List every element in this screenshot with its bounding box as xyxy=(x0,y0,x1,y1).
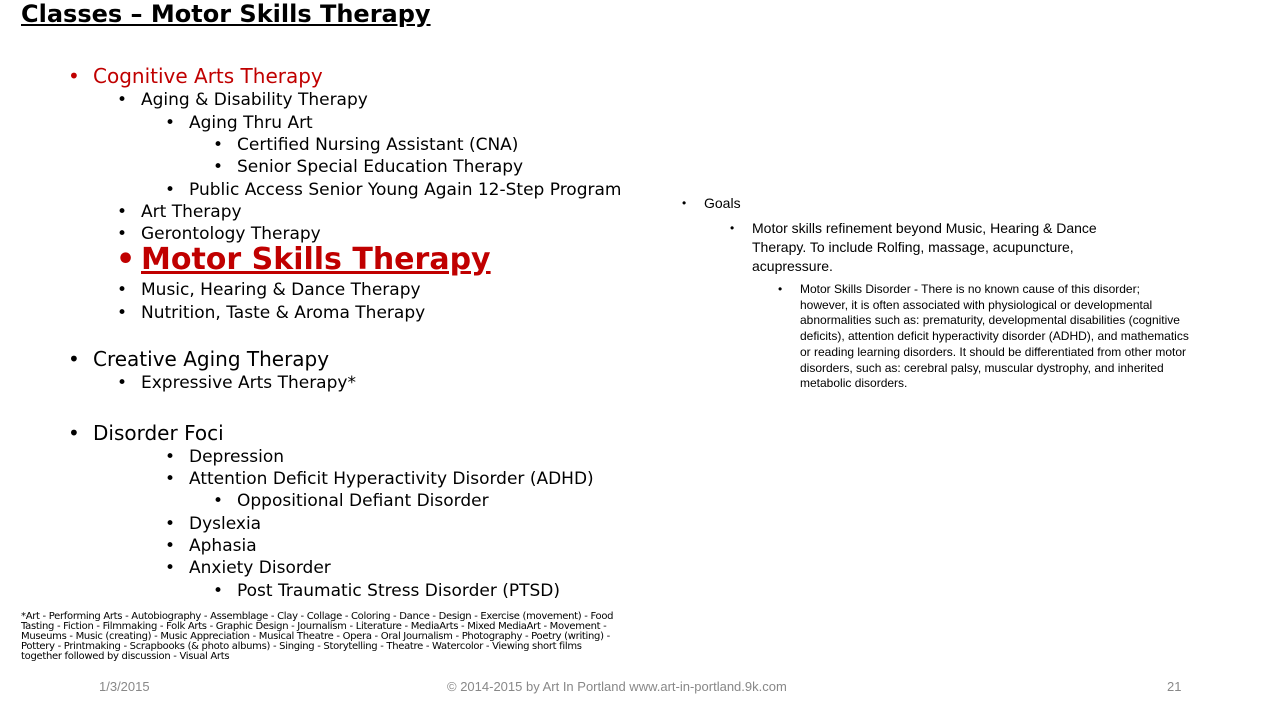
list-item-odd: • Oppositional Defiant Disorder xyxy=(237,491,489,511)
list-item-gerontology: • Gerontology Therapy xyxy=(141,224,321,244)
list-item-senior-special-ed: • Senior Special Education Therapy xyxy=(237,157,523,177)
list-item-art-therapy: • Art Therapy xyxy=(141,202,242,222)
goals-heading: • Goals xyxy=(704,194,741,212)
list-item-motor-skills-current: • Motor Skills Therapy xyxy=(141,243,491,277)
list-item-dyslexia: • Dyslexia xyxy=(189,514,261,534)
list-item-creative-aging: • Creative Aging Therapy xyxy=(93,347,329,371)
list-item-anxiety: • Anxiety Disorder xyxy=(189,558,331,578)
list-item-expressive-arts: • Expressive Arts Therapy* xyxy=(141,373,356,393)
footer-date: 1/3/2015 xyxy=(99,679,150,694)
list-item-cna: • Certified Nursing Assistant (CNA) xyxy=(237,135,518,155)
slide-title: Classes – Motor Skills Therapy xyxy=(21,0,431,28)
list-item-depression: • Depression xyxy=(189,447,284,467)
footer-copyright: © 2014-2015 by Art In Portland www.art-in-portland.9k.com xyxy=(447,679,787,694)
list-item-ptsd: • Post Traumatic Stress Disorder (PTSD) xyxy=(237,581,560,601)
footer-page-number: 21 xyxy=(1167,679,1182,694)
list-item-cognitive-arts: • Cognitive Arts Therapy xyxy=(93,64,323,88)
list-item-aphasia: • Aphasia xyxy=(189,536,257,556)
goal-description: • Motor skills refinement beyond Music, Hearing & Dance Therapy. To include Rolfing, massage, acupuncture, acupressure. xyxy=(752,219,1152,276)
list-item-aging-disability: • Aging & Disability Therapy xyxy=(141,90,368,110)
list-item-adhd: • Attention Deficit Hyperactivity Disorder (ADHD) xyxy=(189,469,594,489)
disorder-description: • Motor Skills Disorder - There is no known cause of this disorder; however, it is often associated with physiological or developmental abnormalities such as: prematurity, developmental disabilities (cognitive deficits), attention deficit hyperactivity disorder (ADHD), and mathematics or reading learning disorders. It should be differentiated from other motor disorders, such as: cerebral palsy, muscular dystrophy, and inherited metabolic disorders. xyxy=(800,282,1190,392)
list-item-aging-thru-art: • Aging Thru Art xyxy=(189,113,313,133)
list-item-disorder-foci: • Disorder Foci xyxy=(93,421,224,445)
list-item-nutrition: • Nutrition, Taste & Aroma Therapy xyxy=(141,303,425,323)
list-item-public-access: • Public Access Senior Young Again 12-Step Program xyxy=(189,180,621,200)
footnote: *Art - Performing Arts - Autobiography - Assemblage - Clay - Collage - Coloring - Dance - Design - Exercise (movement) - Food Tasting - Fiction - Filmmaking - Folk Arts - Graphic Design - Journalism - Literature - MediaArts - Mixed MediaArt - Movement - Museums - Music (creating) - Music Appreciation - Musical Theatre - Opera - Oral Journalism - Photography - Poetry (writing) - Pottery - Printmaking - Scrapbooks (& photo albums) - Singing - Storytelling - Theatre - Watercolor - Viewing short films together followed by discussion - Visual Arts xyxy=(21,611,614,662)
list-item-music-hearing-dance: • Music, Hearing & Dance Therapy xyxy=(141,280,421,300)
